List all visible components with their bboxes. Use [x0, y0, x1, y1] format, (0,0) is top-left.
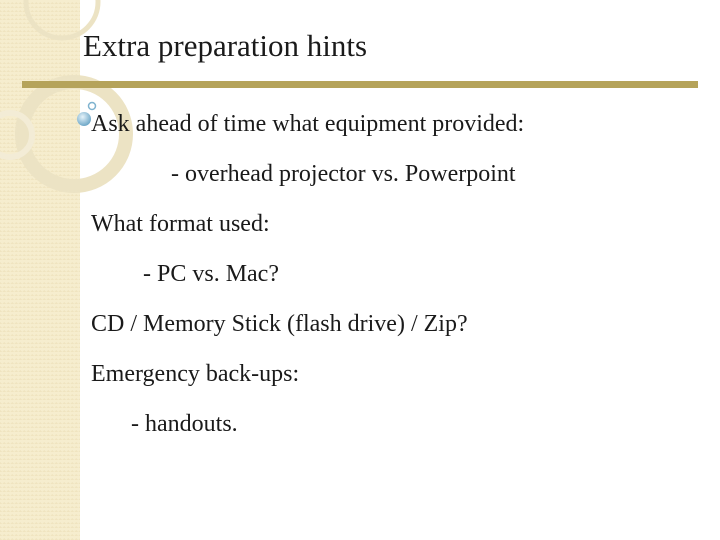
line-emergency-backups: Emergency back-ups:: [91, 361, 300, 387]
slide-title: Extra preparation hints: [83, 28, 368, 63]
line-ask-equipment: Ask ahead of time what equipment provided:: [91, 111, 525, 137]
line-storage-media: CD / Memory Stick (flash drive) / Zip?: [91, 311, 468, 337]
line-handouts: - handouts.: [131, 411, 238, 437]
line-what-format: What format used:: [91, 211, 270, 237]
title-underline-rule: [22, 81, 698, 88]
bullet-icon: [76, 111, 92, 127]
line-projector-vs-powerpoint: - overhead projector vs. Powerpoint: [171, 161, 516, 187]
line-pc-vs-mac: - PC vs. Mac?: [143, 261, 279, 287]
